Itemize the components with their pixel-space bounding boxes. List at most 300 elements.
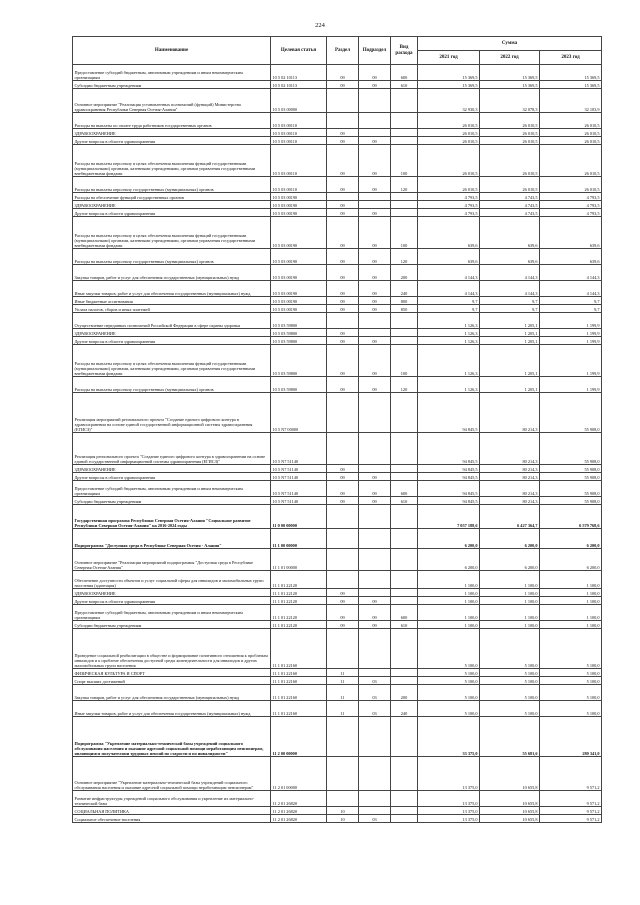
row-name: Предоставление субсидий бюджетным, автономным учреждениям и иным некоммерческим организациям — [73, 605, 271, 621]
row-sum-2021: 1 100,0 — [418, 621, 480, 629]
row-sum-2023: 9,7 — [540, 305, 602, 313]
row-subsection — [359, 549, 391, 571]
row-name: ЗДРАВООХРАНЕНИЕ — [73, 329, 271, 337]
row-name: Закупка товаров, работ и услуг для обеспечения государственных (муниципальных) нужд — [73, 685, 271, 701]
row-section: 09 — [327, 249, 359, 265]
row-sum-2023: 9 571,2 — [540, 815, 602, 823]
row-section: 10 — [327, 815, 359, 823]
row-sum-2021: 1 126,3 — [418, 313, 480, 329]
row-type — [391, 549, 418, 571]
row-code: 10 5 03 00190 — [271, 305, 327, 313]
row-name: Иные закупки товаров, работ и услуг для обеспечения государственных (муниципальных) нужд — [73, 281, 271, 297]
row-name: Основное мероприятие "Укрепление материально-технической базы учреждений социального обслуживания населения и оказание адресной социальной помощи неработающим пенсионерам" — [73, 757, 271, 791]
row-subsection: 09 — [359, 473, 391, 481]
row-type: 610 — [391, 497, 418, 505]
row-code: 11 1 01 22120 — [271, 605, 327, 621]
row-sum-2023: 4 793,5 — [540, 193, 602, 201]
row-type — [391, 313, 418, 329]
row-sum-2021: 639,6 — [418, 217, 480, 249]
row-sum-2023: 1 199,9 — [540, 345, 602, 377]
row-sum-2022: 5 100,0 — [480, 669, 540, 677]
row-sum-2021: 1 100,0 — [418, 589, 480, 597]
row-subsection: 09 — [359, 597, 391, 605]
row-code: 11 1 01 22160 — [271, 685, 327, 701]
row-sum-2023: 6 200,0 — [540, 549, 602, 571]
row-type — [391, 717, 418, 757]
row-subsection — [359, 757, 391, 791]
table-row — [73, 473, 602, 481]
row-code: 10 5 02 10113 — [271, 65, 327, 81]
table-row — [73, 481, 602, 497]
row-sum-2021: 4 793,5 — [418, 193, 480, 201]
row-name: Подпрограмма "Доступная среда в Республике Северная Осетия - Алания" — [73, 529, 271, 549]
row-sum-2023: 26 010,5 — [540, 129, 602, 137]
row-sum-2021: 1 126,3 — [418, 345, 480, 377]
row-type: 240 — [391, 701, 418, 717]
row-sum-2021: 1 126,3 — [418, 329, 480, 337]
row-name: Расходы на выплаты персоналу государственных (муниципальных) органов — [73, 377, 271, 393]
row-code: 11 1 01 22160 — [271, 669, 327, 677]
row-sum-2022: 1 205,1 — [480, 337, 540, 345]
row-sum-2021: 94 845,5 — [418, 465, 480, 473]
row-type: 100 — [391, 145, 418, 177]
row-sum-2022: 1 100,0 — [480, 605, 540, 621]
row-code: 10 5 03 00190 — [271, 217, 327, 249]
row-section: 09 — [327, 465, 359, 473]
row-type — [391, 757, 418, 791]
row-subsection — [359, 433, 391, 465]
header-year-2021: 2021 год — [418, 51, 480, 65]
header-type: Вид расхода — [391, 37, 418, 65]
row-subsection — [359, 669, 391, 677]
row-sum-2021: 4 144,3 — [418, 281, 480, 297]
row-sum-2023: 5 100,0 — [540, 629, 602, 669]
row-sum-2023: 4 793,5 — [540, 209, 602, 217]
row-sum-2022: 5 100,0 — [480, 677, 540, 685]
row-section: 09 — [327, 621, 359, 629]
row-type — [391, 393, 418, 433]
row-name: Иные закупки товаров, работ и услуг для обеспечения государственных (муниципальных) нужд — [73, 701, 271, 717]
row-code: 10 5 N7 51140 — [271, 481, 327, 497]
row-type — [391, 529, 418, 549]
table-row — [73, 465, 602, 473]
row-sum-2022: 4 743,5 — [480, 209, 540, 217]
row-sum-2023: 280 341,0 — [540, 717, 602, 757]
row-name: Основное мероприятие "Реализация мероприятий подпрограммы "Доступная среда в Республике Северная Осетия-Алания" — [73, 549, 271, 571]
row-sum-2023: 1 199,9 — [540, 329, 602, 337]
row-name: ЗДРАВООХРАНЕНИЕ — [73, 201, 271, 209]
table-row — [73, 209, 602, 217]
row-type — [391, 465, 418, 473]
row-name: Обеспечение доступности объектов и услуг социальной сферы для инвалидов и маломобильных групп населения (адаптация) — [73, 571, 271, 589]
table-row — [73, 177, 602, 193]
row-sum-2022: 4 743,5 — [480, 193, 540, 201]
row-sum-2021: 5 100,0 — [418, 701, 480, 717]
header-sum: Сумма — [418, 37, 602, 51]
row-section — [327, 313, 359, 329]
row-subsection — [359, 529, 391, 549]
row-type: 120 — [391, 377, 418, 393]
row-subsection: 09 — [359, 481, 391, 497]
row-section: 09 — [327, 217, 359, 249]
row-section — [327, 629, 359, 669]
row-code: 11 1 01 00000 — [271, 549, 327, 571]
row-section: 09 — [327, 497, 359, 505]
row-sum-2023: 26 010,5 — [540, 113, 602, 129]
row-sum-2022: 6 200,0 — [480, 529, 540, 549]
row-sum-2022: 4 743,5 — [480, 201, 540, 209]
row-sum-2022: 1 100,0 — [480, 589, 540, 597]
row-type: 600 — [391, 481, 418, 497]
row-name: ЗДРАВООХРАНЕНИЕ — [73, 589, 271, 597]
row-type — [391, 129, 418, 137]
row-section — [327, 791, 359, 807]
row-type — [391, 815, 418, 823]
row-section: 09 — [327, 329, 359, 337]
table-row — [73, 589, 602, 597]
row-sum-2022: 26 010,5 — [480, 129, 540, 137]
row-section: 09 — [327, 265, 359, 281]
row-sum-2023: 1 199,9 — [540, 313, 602, 329]
row-subsection — [359, 465, 391, 473]
row-subsection — [359, 571, 391, 589]
row-sum-2021: 94 845,5 — [418, 497, 480, 505]
row-section: 09 — [327, 605, 359, 621]
row-sum-2022: 1 205,1 — [480, 313, 540, 329]
row-sum-2021: 26 010,5 — [418, 137, 480, 145]
row-subsection — [359, 393, 391, 433]
row-sum-2023: 55 908,0 — [540, 481, 602, 497]
row-type — [391, 677, 418, 685]
row-sum-2022: 80 214,3 — [480, 393, 540, 433]
row-section: 09 — [327, 297, 359, 305]
row-code: 10 5 03 00110 — [271, 145, 327, 177]
row-sum-2021: 6 200,0 — [418, 529, 480, 549]
row-sum-2023: 55 908,0 — [540, 393, 602, 433]
row-sum-2022: 26 010,5 — [480, 145, 540, 177]
table-row — [73, 433, 602, 465]
row-sum-2023: 9 571,2 — [540, 807, 602, 815]
row-subsection: 09 — [359, 81, 391, 89]
row-subsection: 09 — [359, 209, 391, 217]
row-sum-2022: 5 100,0 — [480, 685, 540, 701]
row-code: 11 2 01 26820 — [271, 807, 327, 815]
row-sum-2023: 26 010,5 — [540, 145, 602, 177]
row-name: Другие вопросы в области здравоохранения — [73, 137, 271, 145]
row-sum-2021: 13 375,0 — [418, 791, 480, 807]
row-name: Предоставление субсидий бюджетным, автономным учреждениям и иным некоммерческим организациям — [73, 481, 271, 497]
row-sum-2022: 5 100,0 — [480, 701, 540, 717]
row-sum-2021: 13 375,0 — [418, 757, 480, 791]
row-name: Другие вопросы в области здравоохранения — [73, 337, 271, 345]
row-sum-2023: 639,6 — [540, 217, 602, 249]
row-sum-2023: 26 010,5 — [540, 137, 602, 145]
row-type — [391, 807, 418, 815]
row-sum-2023: 639,6 — [540, 249, 602, 265]
row-subsection: 09 — [359, 345, 391, 377]
row-type — [391, 669, 418, 677]
row-subsection — [359, 129, 391, 137]
row-subsection — [359, 629, 391, 669]
row-name: Иные бюджетные ассигнования — [73, 297, 271, 305]
row-section: 09 — [327, 481, 359, 497]
row-section: 09 — [327, 201, 359, 209]
row-section: 10 — [327, 807, 359, 815]
row-section: 09 — [327, 145, 359, 177]
row-code: 11 1 01 22120 — [271, 597, 327, 605]
row-type — [391, 571, 418, 589]
row-section — [327, 193, 359, 201]
row-type: 100 — [391, 345, 418, 377]
row-sum-2023: 5 100,0 — [540, 669, 602, 677]
row-sum-2023: 1 100,0 — [540, 597, 602, 605]
row-code: 11 1 00 00000 — [271, 529, 327, 549]
row-code: 11 2 01 00000 — [271, 757, 327, 791]
row-sum-2021: 13 375,0 — [418, 807, 480, 815]
row-sum-2021: 13 375,0 — [418, 815, 480, 823]
table-body — [73, 65, 602, 823]
row-type: 200 — [391, 265, 418, 281]
row-type — [391, 505, 418, 529]
row-code: 11 1 01 22120 — [271, 589, 327, 597]
row-sum-2021: 32 930,3 — [418, 89, 480, 113]
row-sum-2022: 10 655,8 — [480, 815, 540, 823]
row-code: 11 2 01 26820 — [271, 815, 327, 823]
row-type — [391, 137, 418, 145]
row-sum-2022: 6 200,0 — [480, 549, 540, 571]
row-sum-2023: 9 571,2 — [540, 757, 602, 791]
row-sum-2022: 10 655,8 — [480, 757, 540, 791]
row-sum-2022: 4 144,3 — [480, 265, 540, 281]
row-subsection — [359, 329, 391, 337]
row-subsection — [359, 201, 391, 209]
row-sum-2021: 5 100,0 — [418, 629, 480, 669]
row-sum-2023: 26 010,5 — [540, 177, 602, 193]
row-name: Расходы на обеспечение функций государственных органов — [73, 193, 271, 201]
row-name: Уплата налогов, сборов и иных платежей — [73, 305, 271, 313]
row-code: 10 5 03 00190 — [271, 265, 327, 281]
row-section: 11 — [327, 701, 359, 717]
row-sum-2021: 5 100,0 — [418, 669, 480, 677]
row-code: 10 5 N7 00000 — [271, 393, 327, 433]
row-type: 610 — [391, 81, 418, 89]
row-code: 10 5 03 59800 — [271, 345, 327, 377]
row-sum-2021: 26 010,5 — [418, 113, 480, 129]
row-sum-2022: 1 100,0 — [480, 571, 540, 589]
table-row — [73, 497, 602, 505]
row-sum-2021: 4 144,3 — [418, 265, 480, 281]
row-sum-2021: 5 100,0 — [418, 677, 480, 685]
row-section: 09 — [327, 337, 359, 345]
row-section — [327, 549, 359, 571]
row-sum-2022: 4 144,3 — [480, 281, 540, 297]
row-name: Расходы на выплаты персоналу государственных (муниципальных) органов — [73, 249, 271, 265]
row-subsection — [359, 89, 391, 113]
table-row — [73, 65, 602, 81]
row-section: 09 — [327, 137, 359, 145]
row-sum-2021: 4 793,5 — [418, 201, 480, 209]
row-type — [391, 201, 418, 209]
row-sum-2023: 55 908,0 — [540, 433, 602, 465]
row-name: Социальное обеспечение населения — [73, 815, 271, 823]
row-name: Расходы на выплаты персоналу в целях обеспечения выполнения функций государственными (муниципальными) органами, казенными учреждениями, органами управления государственными внебюджетными фондами — [73, 217, 271, 249]
table-row — [73, 89, 602, 113]
row-sum-2021: 4 793,5 — [418, 209, 480, 217]
row-type: 240 — [391, 281, 418, 297]
row-name: Проведение социальной реабилитации в обществе и формирование позитивного отношения к проблемам инвалидов и к проблеме обеспечения доступной среды жизнедеятельности для инвалидов и других маломобильных групп населения — [73, 629, 271, 669]
row-sum-2021: 1 126,3 — [418, 377, 480, 393]
table-row — [73, 717, 602, 757]
row-sum-2023: 9,7 — [540, 297, 602, 305]
row-sum-2022: 1 100,0 — [480, 621, 540, 629]
row-sum-2021: 94 845,5 — [418, 473, 480, 481]
row-section: 09 — [327, 345, 359, 377]
row-section — [327, 113, 359, 129]
row-subsection: 09 — [359, 377, 391, 393]
row-section: 09 — [327, 209, 359, 217]
row-code: 10 5 03 00190 — [271, 297, 327, 305]
row-subsection: 09 — [359, 217, 391, 249]
row-subsection — [359, 807, 391, 815]
row-sum-2022: 55 681,6 — [480, 717, 540, 757]
row-subsection: 09 — [359, 337, 391, 345]
row-sum-2022: 26 010,5 — [480, 113, 540, 129]
row-sum-2023: 9 571,2 — [540, 791, 602, 807]
row-type: 610 — [391, 621, 418, 629]
row-type — [391, 589, 418, 597]
row-sum-2021: 94 845,5 — [418, 481, 480, 497]
row-sum-2021: 94 845,5 — [418, 433, 480, 465]
row-type — [391, 629, 418, 669]
row-sum-2021: 15 369,5 — [418, 65, 480, 81]
row-section: 09 — [327, 589, 359, 597]
table-row — [73, 377, 602, 393]
row-type — [391, 193, 418, 201]
row-subsection: 09 — [359, 621, 391, 629]
row-sum-2021: 7 057 188,6 — [418, 505, 480, 529]
row-sum-2023: 32 103,9 — [540, 89, 602, 113]
row-name: СОЦИАЛЬНАЯ ПОЛИТИКА — [73, 807, 271, 815]
table-row — [73, 571, 602, 589]
table-row — [73, 669, 602, 677]
row-subsection — [359, 113, 391, 129]
row-type — [391, 89, 418, 113]
row-section: 09 — [327, 597, 359, 605]
row-type — [391, 337, 418, 345]
row-name: ЗДРАВООХРАНЕНИЕ — [73, 129, 271, 137]
header-year-2022: 2022 год — [480, 51, 540, 65]
row-name: Расходы на выплаты персоналу государственных (муниципальных) органов — [73, 177, 271, 193]
table-row — [73, 701, 602, 717]
row-subsection: 09 — [359, 605, 391, 621]
row-name: Осуществление переданных полномочий Российской Федерации в сфере охраны здоровья — [73, 313, 271, 329]
row-sum-2023: 55 908,0 — [540, 497, 602, 505]
row-sum-2023: 5 100,0 — [540, 685, 602, 701]
row-code: 10 5 03 00110 — [271, 137, 327, 145]
row-sum-2022: 10 655,8 — [480, 807, 540, 815]
row-sum-2023: 4 144,3 — [540, 281, 602, 297]
row-code: 10 5 03 00110 — [271, 177, 327, 193]
table-row — [73, 145, 602, 177]
table-row — [73, 791, 602, 807]
row-sum-2022: 1 205,1 — [480, 329, 540, 337]
row-name: Другие вопросы в области здравоохранения — [73, 473, 271, 481]
row-sum-2022: 9,7 — [480, 305, 540, 313]
row-type — [391, 433, 418, 465]
page-number: 224 — [315, 22, 325, 29]
row-code: 10 5 03 59800 — [271, 329, 327, 337]
table-row — [73, 815, 602, 823]
row-section — [327, 571, 359, 589]
table-row — [73, 807, 602, 815]
row-sum-2022: 15 369,5 — [480, 81, 540, 89]
row-code: 10 5 03 00190 — [271, 201, 327, 209]
row-section: 09 — [327, 129, 359, 137]
row-code: 10 5 N7 51140 — [271, 497, 327, 505]
table-header — [73, 37, 602, 65]
row-code: 10 5 N7 51140 — [271, 465, 327, 473]
row-section: 11 — [327, 677, 359, 685]
row-type: 600 — [391, 605, 418, 621]
row-subsection: 03 — [359, 685, 391, 701]
row-sum-2022: 1 100,0 — [480, 597, 540, 605]
row-code: 10 5 03 59800 — [271, 377, 327, 393]
row-code: 11 1 01 22120 — [271, 571, 327, 589]
row-subsection: 09 — [359, 305, 391, 313]
row-sum-2022: 80 214,3 — [480, 433, 540, 465]
row-sum-2023: 4 793,5 — [540, 201, 602, 209]
row-code: 10 5 03 00190 — [271, 249, 327, 265]
row-section: 09 — [327, 305, 359, 313]
row-type — [391, 209, 418, 217]
table-row — [73, 137, 602, 145]
row-sum-2023: 15 369,5 — [540, 81, 602, 89]
row-code: 10 5 N7 51140 — [271, 433, 327, 465]
row-section: 09 — [327, 281, 359, 297]
row-sum-2021: 5 100,0 — [418, 685, 480, 701]
row-code: 10 5 03 00000 — [271, 89, 327, 113]
table-row — [73, 337, 602, 345]
row-section: 09 — [327, 473, 359, 481]
table-row — [73, 677, 602, 685]
row-type: 600 — [391, 65, 418, 81]
row-sum-2022: 9,7 — [480, 297, 540, 305]
table-row — [73, 345, 602, 377]
header-subsection: Подраздел — [359, 37, 391, 65]
row-type — [391, 597, 418, 605]
table-row — [73, 249, 602, 265]
row-sum-2022: 26 010,5 — [480, 137, 540, 145]
row-sum-2022: 1 205,1 — [480, 345, 540, 377]
budget-table — [72, 36, 602, 823]
row-sum-2022: 80 214,3 — [480, 497, 540, 505]
row-sum-2023: 55 908,0 — [540, 473, 602, 481]
row-sum-2021: 1 100,0 — [418, 605, 480, 621]
table-row — [73, 313, 602, 329]
row-name: Субсидии бюджетным учреждениям — [73, 497, 271, 505]
table-row — [73, 129, 602, 137]
table-row — [73, 281, 602, 297]
row-name: ЗДРАВООХРАНЕНИЕ — [73, 465, 271, 473]
row-code: 11 2 01 26820 — [271, 791, 327, 807]
row-subsection: 09 — [359, 281, 391, 297]
table-row — [73, 393, 602, 433]
table-row — [73, 217, 602, 249]
row-name: Другие вопросы в области здравоохранения — [73, 209, 271, 217]
table-row — [73, 621, 602, 629]
row-subsection: 09 — [359, 145, 391, 177]
row-section — [327, 393, 359, 433]
